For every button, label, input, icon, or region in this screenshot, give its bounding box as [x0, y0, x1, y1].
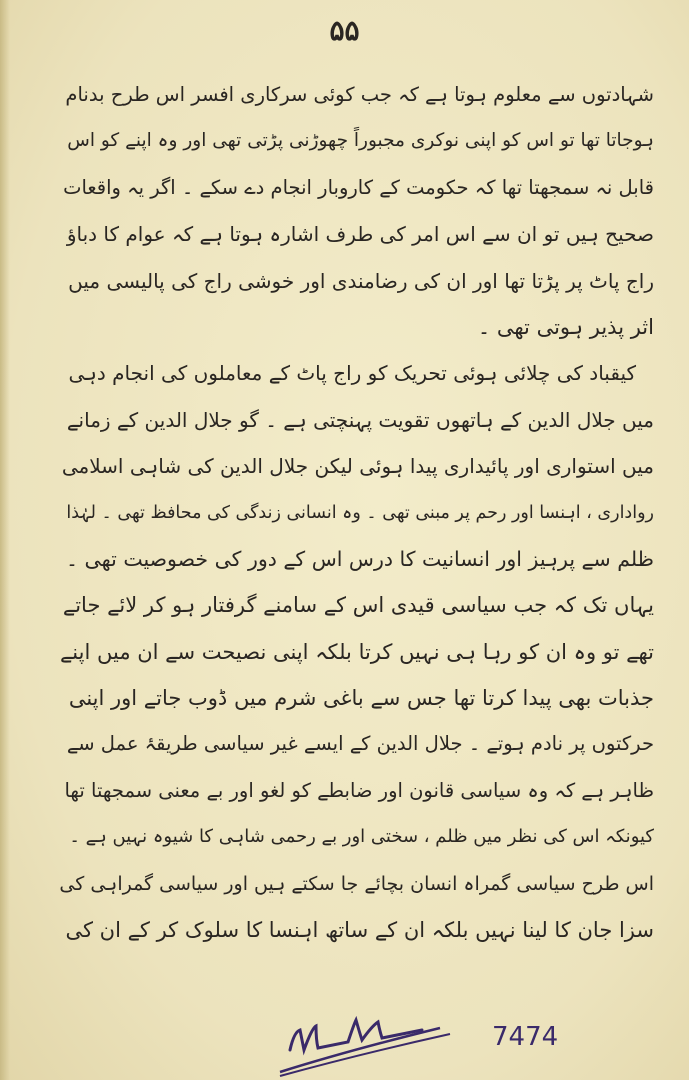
- text-line: کیقباد کی چلائی ہوئی تحریک کو راج پاٹ کے معاملوں کی انجام دہی: [68, 361, 636, 386]
- handwritten-signature: [270, 1010, 500, 1080]
- text-line: جذبات بھی پیدا کرتا تھا جس سے باغی شرم میں ڈوب جاتے اور اپنی: [68, 686, 654, 711]
- text-line: سزا جان کا لینا نہیں بلکہ ان کے ساتھ اہنسا کا سلوک کر کے ان کی: [65, 918, 654, 943]
- text-line: تھے تو وہ ان کو رہا ہی نہیں کرتا بلکہ اپنی نصیحت سے ان میں اپنے: [60, 639, 654, 664]
- text-line: حرکتوں پر نادم ہوتے ۔ جلال الدین کے ایسے غیر سیاسی طریقۂ عمل سے: [66, 732, 654, 756]
- text-line: قابل نہ سمجھتا تھا کہ حکومت کے کاروبار انجام دے سکے ۔ اگر یہ واقعات: [63, 175, 654, 199]
- text-line: یہاں تک کہ جب سیاسی قیدی اس کے سامنے گرفتار ہو کر لائے جاتے: [62, 593, 654, 618]
- text-line: شہادتوں سے معلوم ہوتا ہے کہ جب کوئی سرکاری افسر اس طرح بدنام: [65, 83, 654, 106]
- text-line: ظلم سے پرہیز اور انسانیت کا درس اس کے دور کی خصوصیت تھی ۔: [66, 546, 654, 571]
- text-line: ظاہر ہے کہ وہ سیاسی قانون اور ضابطے کو لغو اور بے معنی سمجھتا تھا: [64, 778, 654, 802]
- body-text: [58, 72, 654, 953]
- text-line: رواداری ، اہنسا اور رحم پر مبنی تھی ۔ وہ انسانی زندگی کی محافظ تھی ۔ لہٰذا: [66, 502, 654, 523]
- text-line: اس طرح سیاسی گمراہ انسان بچائے جا سکتے ہیں اور سیاسی گمراہی کی: [59, 872, 654, 895]
- text-line: ہوجاتا تھا تو اس کو اپنی نوکری مجبوراً چھوڑنی پڑتی تھی اور وہ اپنے کو اس: [67, 130, 654, 152]
- handwritten-number: 7474: [492, 1022, 559, 1052]
- text-line: میں جلال الدین کے ہاتھوں تقویت پہنچتی ہے ۔ گو جلال الدین کے زمانے: [66, 407, 654, 432]
- text-line: صحیح ہیں تو ان سے اس امر کی طرف اشارہ ہوتا ہے کہ عوام کا دباؤ: [66, 222, 654, 247]
- text-line: میں استواری اور پائیداری پیدا ہوئی لیکن جلال الدین کی شاہی اسلامی: [61, 454, 654, 479]
- page-number: ۵۵: [329, 14, 360, 47]
- page-edge-shadow: [0, 0, 10, 1080]
- text-line: راج پاٹ پر پڑتا تھا اور ان کی رضامندی اور خوشی راج کی پالیسی میں: [68, 268, 654, 293]
- text-line: کیونکہ اس کی نظر میں ظلم ، سختی اور بے رحمی شاہی کا شیوہ نہیں ہے ۔: [69, 826, 654, 848]
- text-line: اثر پذیر ہوتی تھی ۔: [477, 314, 654, 339]
